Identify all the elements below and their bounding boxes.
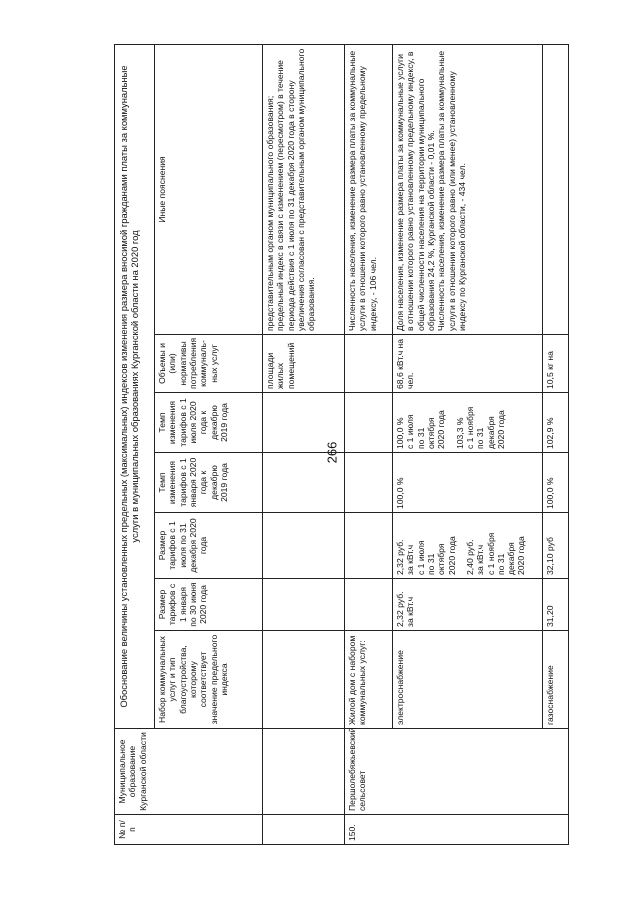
header-col-growth-h2: Темп изменения тарифов с 1 июля 2020 года к декабрю 2019 года xyxy=(155,393,263,453)
elec-volume: 68,6 кВт.ч на чел. xyxy=(393,335,543,393)
gas-tariff-h2: 32,10 руб xyxy=(543,513,569,579)
table-caption: Обоснование величины установленных предельных (максимальных) индексов изменения размера вносимой гражданами платы за коммунальные услуги в муниципальных образованиях Курганской области на 2020 год xyxy=(115,45,155,729)
header-col-municipality: Муниципальное образование Курганской области xyxy=(115,729,263,815)
table-row xyxy=(543,45,569,845)
header-col-num: № п/п xyxy=(115,815,263,845)
header-col-growth-h1: Темп изменения тарифов с 1 января 2020 года к декабрю 2019 года xyxy=(155,453,263,513)
gas-growth-h2: 102,9 % xyxy=(543,393,569,453)
volume-cell: площади жилых помещений xyxy=(263,335,345,393)
service-gas: газоснабжение xyxy=(543,631,569,729)
page-number: 266 xyxy=(324,441,340,463)
header-col-tariff-h1: Размер тарифов с 1 января по 30 июня 2020 года xyxy=(155,579,263,631)
rotated-table-container xyxy=(114,45,606,845)
notes-cell-bc: Доля населения, изменение размера платы за коммунальные услуги в отношении которого равно установленному предельному индексу, в общей численности населения на территории муниципального образования 24,2 %, Курганской области - 0,01 %. Численность населения, изменение размера платы за коммунальные услуги в отношении которого равно (или менее) установленному индексу по Курганской области, - 434 чел. xyxy=(393,45,543,335)
tariff-table xyxy=(114,44,569,845)
elec-growth-h2: 100,0 % с 1 июля по 31 октября 2020 года 103,3 % с 1 ноября по 31 декабря 2020 года xyxy=(393,393,543,453)
notes-cell: представительным органом муниципального образования; предельный индекс в связи с изменением (пересмотром) в течение периода действия с 1 июля по 31 декабря 2020 года в сторону увеличения согласован с представительным органом муниципального образования. xyxy=(263,45,345,335)
service-electricity: электроснабжение xyxy=(393,631,543,729)
header-col-tariff-h2: Размер тарифов с 1 июля по 31 декабря 2020 года xyxy=(155,513,263,579)
table-row xyxy=(263,45,345,845)
header-col-set: Набор коммунальных услуг и тип благоустройства, которому соответствует значение предельного индекса xyxy=(155,631,263,729)
elec-tariff-h2: 2,32 руб. за кВт.ч с 1 июля по 31 октября 2020 года 2,40 руб. за кВт.ч с 1 ноября по 31 декабря 2020 года xyxy=(393,513,543,579)
gas-volume: 10,5 кг на xyxy=(543,335,569,393)
gas-growth-h1: 100,0 % xyxy=(543,453,569,513)
gas-tariff-h1: 31,20 xyxy=(543,579,569,631)
row-number: 150. xyxy=(345,815,569,845)
table-row xyxy=(393,45,543,845)
table-row xyxy=(345,45,393,845)
notes-cell-a: Численность населения, изменение размера платы за коммунальные услуги в отношении которого равно установленному предельному индексу, - 106 чел. xyxy=(345,45,393,335)
elec-growth-h1: 100,0 % xyxy=(393,453,543,513)
service-set-label: Жилой дом с набором коммунальных услуг: xyxy=(345,631,393,729)
header-col-volume: Объемы и (или) нормативы потребления коммуналь-ных услуг xyxy=(155,335,263,393)
header-col-notes: Иные пояснения xyxy=(155,45,263,335)
municipality-name: Першолебяжьевский сельсовет xyxy=(345,729,569,815)
elec-tariff-h1: 2,32 руб. за кВт.ч xyxy=(393,579,543,631)
